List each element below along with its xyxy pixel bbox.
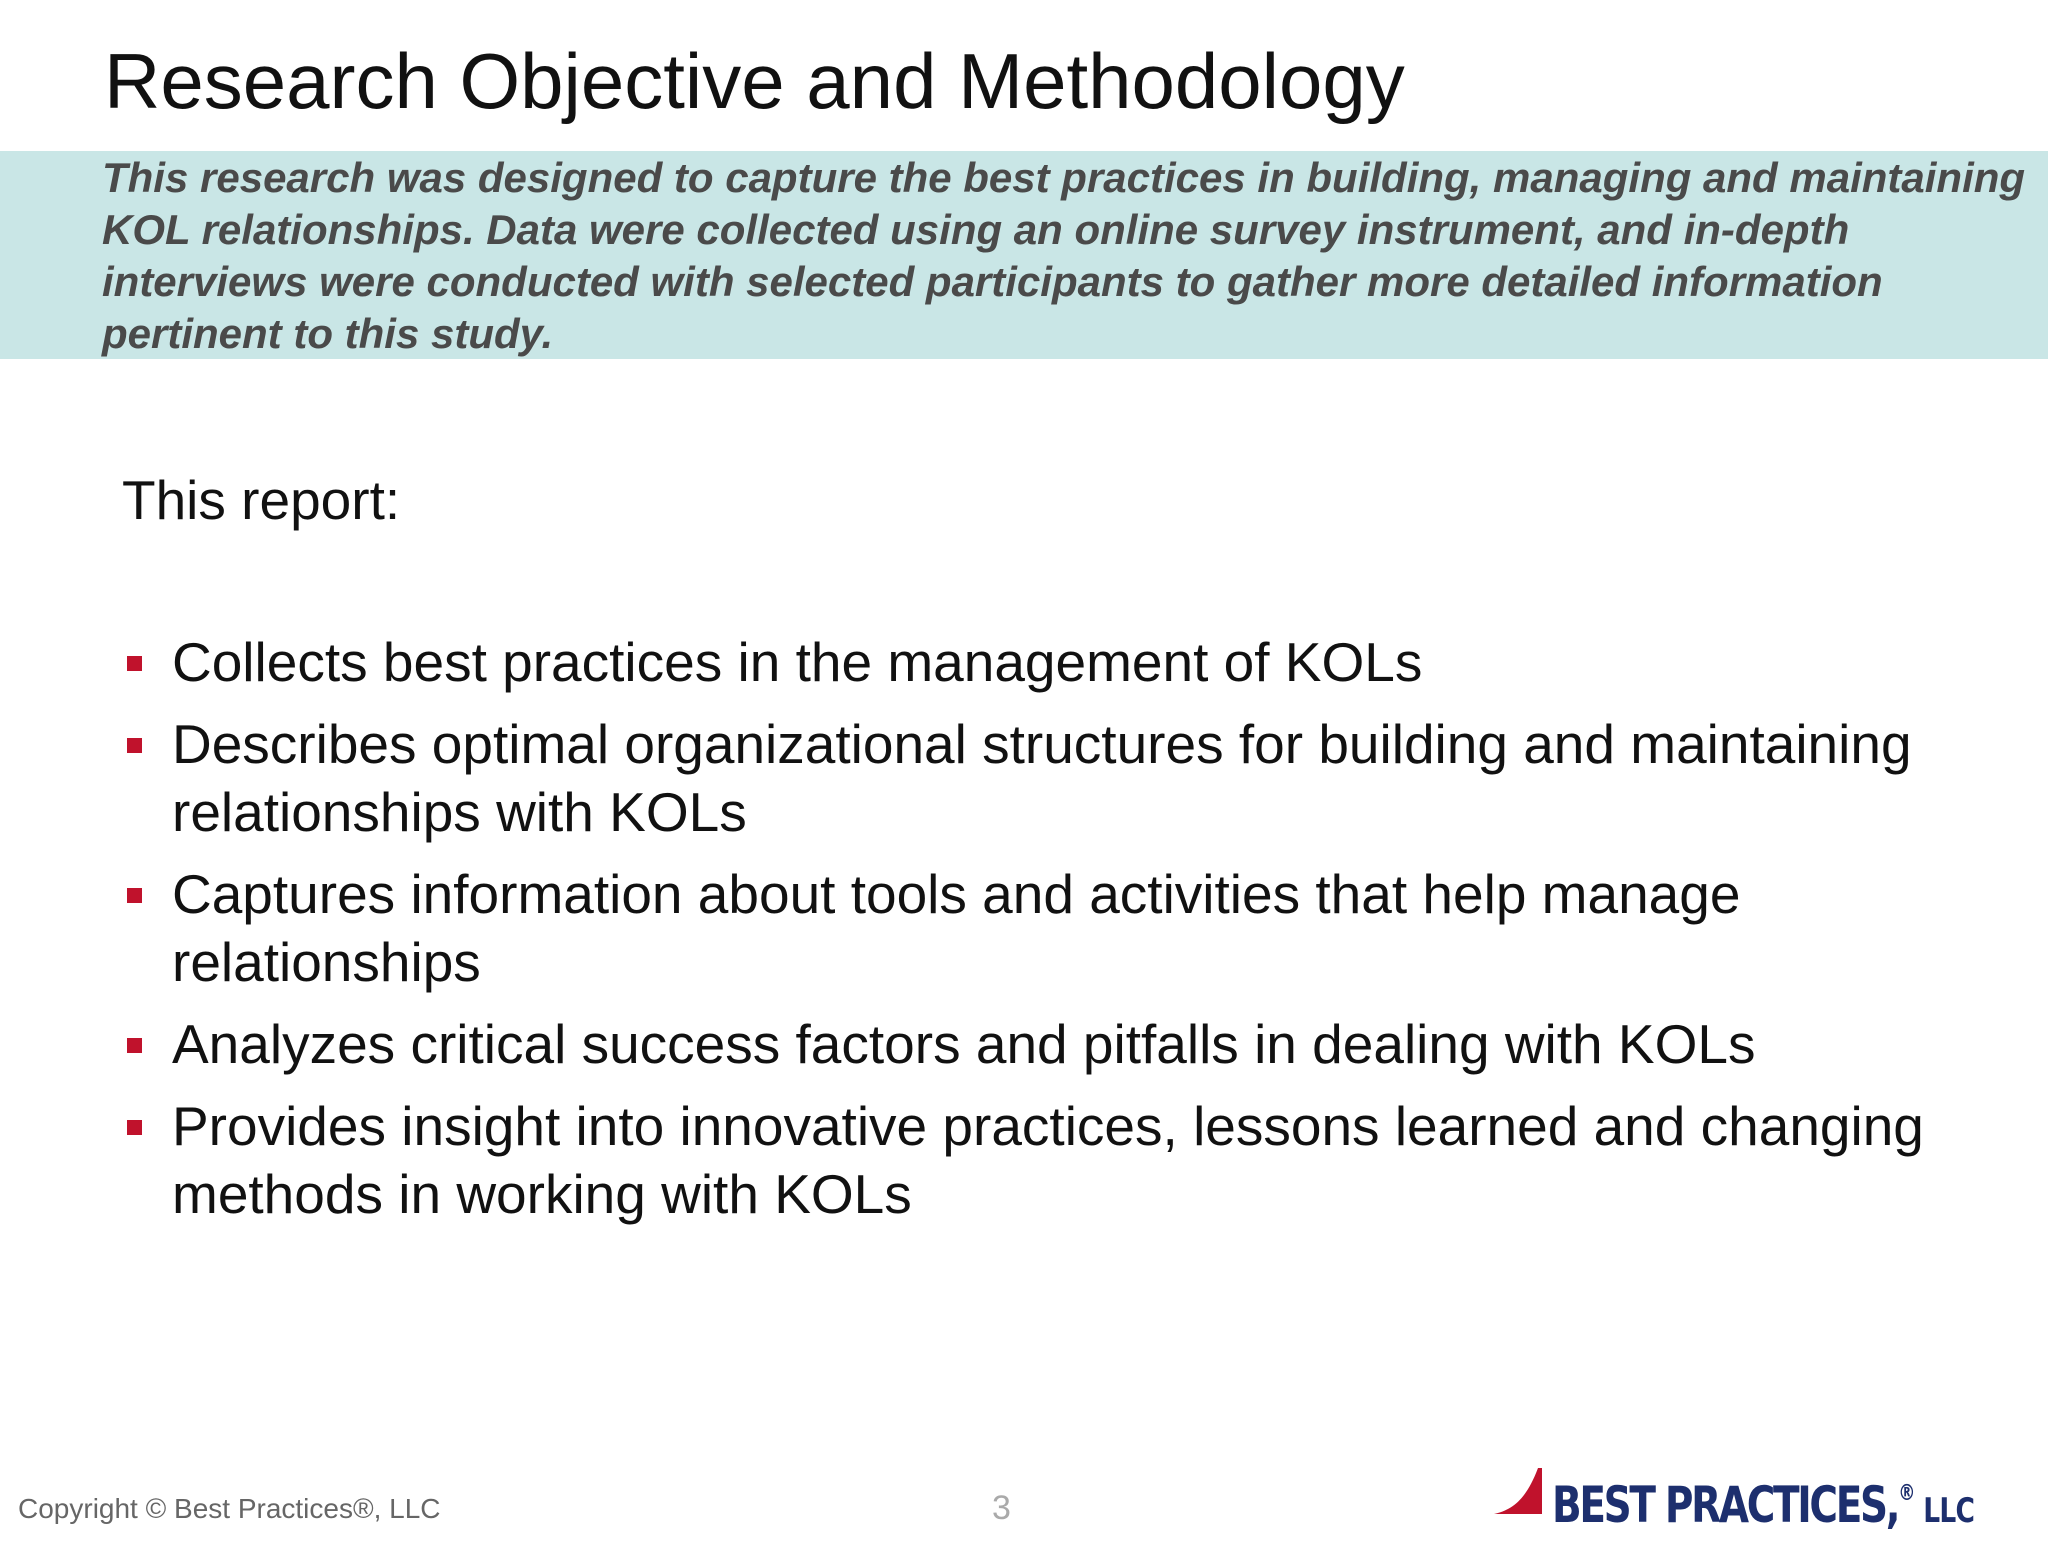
bullet-item bbox=[122, 628, 2002, 696]
bullet-item bbox=[122, 1092, 2002, 1228]
bullet-item bbox=[122, 860, 2002, 996]
bullet-text: Collects best practices in the management of KOLs bbox=[172, 631, 1423, 693]
square-bullet-icon bbox=[127, 1038, 142, 1053]
bullet-item bbox=[122, 710, 2002, 846]
square-bullet-icon bbox=[127, 738, 142, 753]
logo-suffix: LLC bbox=[1923, 1491, 1975, 1531]
summary-text: This research was designed to capture the best practices in building, managing and maintaining KOL relationships. Data were collected using an online survey instrument, and in-depth interviews were conducted with selected participants to gather more detailed information pertinent to this study. bbox=[102, 154, 2026, 357]
logo-name: BEST PRACTICES, bbox=[1552, 1476, 1899, 1534]
logo-registered-mark: ® bbox=[1898, 1481, 1916, 1506]
square-bullet-icon bbox=[127, 1120, 142, 1135]
bullet-text: Describes optimal organizational structures for building and maintaining relationships with KOLs bbox=[172, 713, 1912, 843]
page-title: Research Objective and Methodology bbox=[104, 37, 1405, 125]
bullet-list bbox=[122, 628, 2002, 1242]
footer-copyright: Copyright © Best Practices®, LLC bbox=[18, 1493, 441, 1524]
logo-wordmark bbox=[1552, 1464, 1974, 1541]
bullet-text: Analyzes critical success factors and pitfalls in dealing with KOLs bbox=[172, 1013, 1756, 1075]
swoosh-logo-icon bbox=[1494, 1466, 1542, 1516]
square-bullet-icon bbox=[127, 656, 142, 671]
page-number: 3 bbox=[992, 1489, 1011, 1527]
company-logo bbox=[1494, 1464, 2034, 1534]
square-bullet-icon bbox=[127, 888, 142, 903]
bullet-text: Provides insight into innovative practices, lessons learned and changing methods in working with KOLs bbox=[172, 1095, 1924, 1225]
intro-text: This report: bbox=[122, 469, 401, 531]
bullet-text: Captures information about tools and activities that help manage relationships bbox=[172, 863, 1741, 993]
bullet-item bbox=[122, 1010, 2002, 1078]
